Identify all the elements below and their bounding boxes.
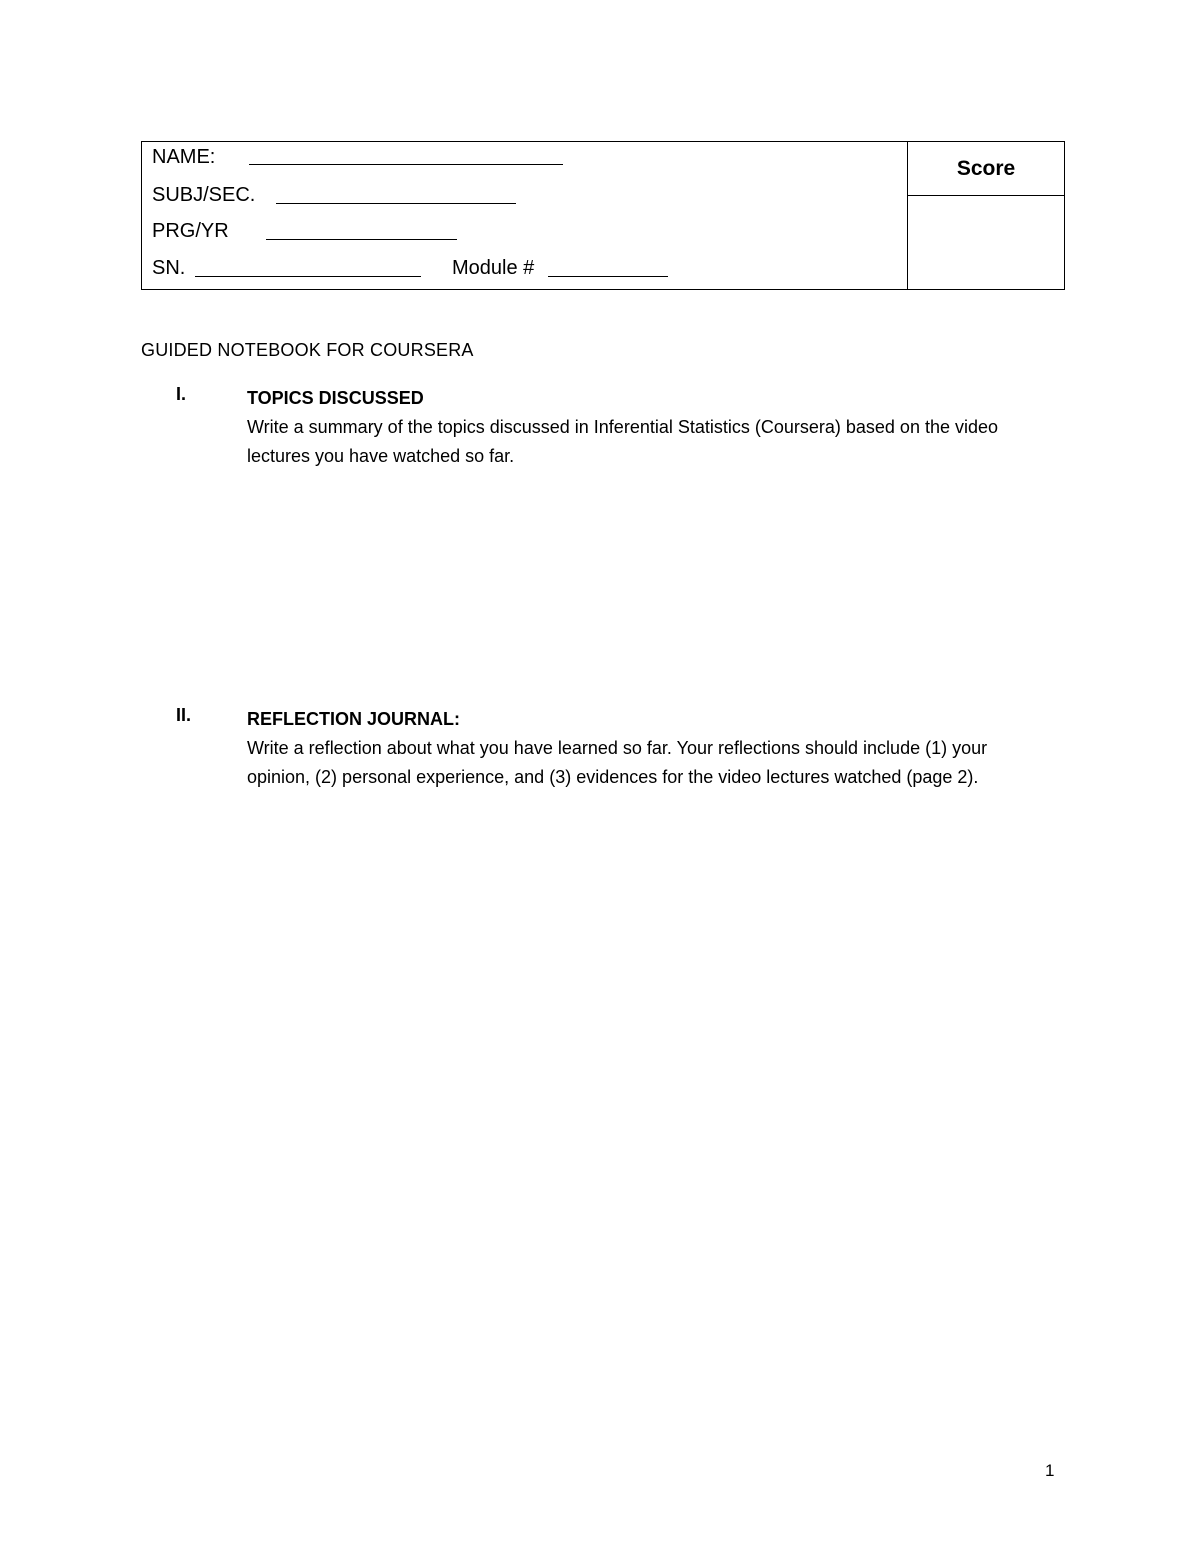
sn-field[interactable] xyxy=(195,276,421,277)
section-heading: TOPICS DISCUSSED xyxy=(247,388,424,408)
section-number: I. xyxy=(176,384,187,404)
student-info-box xyxy=(141,141,1065,290)
section-heading: REFLECTION JOURNAL: xyxy=(247,709,460,729)
document-title: GUIDED NOTEBOOK FOR COURSERA xyxy=(141,340,474,360)
section-instructions: Write a summary of the topics discussed in Inferential Statistics (Coursera) based on the video lectures you have watched so far. xyxy=(247,417,999,466)
student-info-cell xyxy=(142,142,908,289)
sn-label: SN. xyxy=(152,257,186,279)
subj-sec-field[interactable] xyxy=(276,203,516,204)
subj-sec-label: SUBJ/SEC. xyxy=(152,184,256,206)
name-label: NAME: xyxy=(152,146,216,168)
page-number: 1 xyxy=(1045,1461,1055,1480)
module-label: Module # xyxy=(452,257,535,279)
score-header: Score xyxy=(908,142,1064,196)
prg-yr-field[interactable] xyxy=(266,239,457,240)
section-number: II. xyxy=(176,705,192,725)
name-field[interactable] xyxy=(249,164,563,165)
section-instructions: Write a reflection about what you have learned so far. Your reflections should include (1) your opinion, (2) personal experience, and (3) evidences for the video lectures watched (page 2). xyxy=(247,738,988,787)
module-field[interactable] xyxy=(548,276,668,277)
score-field[interactable] xyxy=(908,195,1064,289)
prg-yr-label: PRG/YR xyxy=(152,220,229,242)
